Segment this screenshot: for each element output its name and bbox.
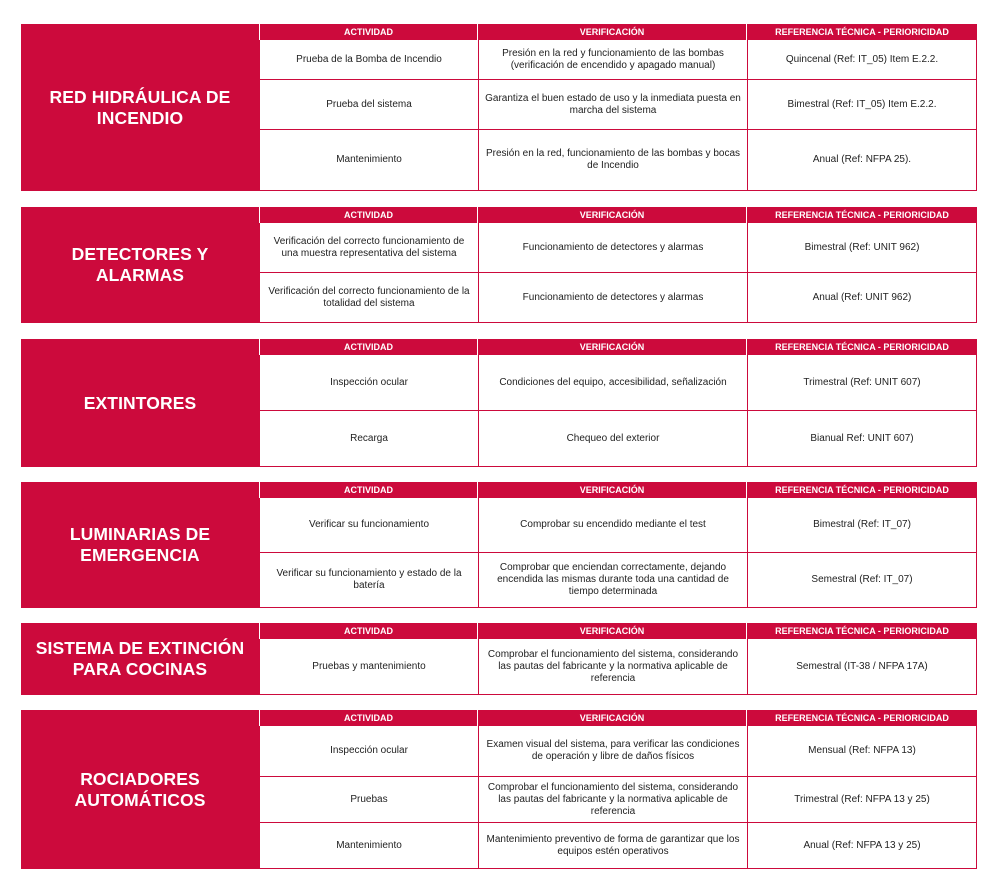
cell-actividad: Verificar su funcionamiento y estado de la batería bbox=[276, 568, 462, 591]
table-row bbox=[259, 40, 977, 80]
cell-verificacion: Comprobar su encendido mediante el test bbox=[478, 498, 747, 552]
cell-referencia: Bimestral (Ref: IT_07) bbox=[747, 498, 976, 552]
cell-actividad: Prueba de la Bomba de Incendio bbox=[296, 53, 442, 65]
header-verificacion: VERIFICACIÓN bbox=[477, 207, 746, 223]
cell-actividad: Inspección ocular bbox=[330, 745, 408, 756]
cell-actividad: Mantenimiento bbox=[336, 839, 402, 851]
header-actividad: ACTIVIDAD bbox=[259, 482, 477, 498]
cell-actividad: Inspección ocular bbox=[330, 376, 408, 388]
section-luminarias bbox=[21, 482, 977, 608]
section-extintores bbox=[21, 339, 977, 467]
section-table bbox=[259, 207, 977, 323]
table-header bbox=[259, 207, 977, 223]
cell-referencia: Bianual Ref: UNIT 607) bbox=[747, 411, 976, 466]
header-actividad: ACTIVIDAD bbox=[259, 207, 477, 223]
header-referencia: REFERENCIA TÉCNICA - PERIORICIDAD bbox=[746, 339, 977, 355]
table-row bbox=[259, 823, 977, 869]
section-table bbox=[259, 710, 977, 869]
cell-referencia: Semestral (Ref: IT_07) bbox=[747, 553, 976, 607]
header-referencia: REFERENCIA TÉCNICA - PERIORICIDAD bbox=[746, 24, 977, 40]
cell-verificacion: Condiciones del equipo, accesibilidad, señalización bbox=[478, 355, 747, 410]
cell-verificacion: Funcionamiento de detectores y alarmas bbox=[478, 223, 747, 272]
table-header bbox=[259, 339, 977, 355]
header-referencia: REFERENCIA TÉCNICA - PERIORICIDAD bbox=[746, 482, 977, 498]
table-row bbox=[259, 411, 977, 467]
header-referencia: REFERENCIA TÉCNICA - PERIORICIDAD bbox=[746, 207, 977, 223]
header-actividad: ACTIVIDAD bbox=[259, 623, 477, 639]
table-header bbox=[259, 710, 977, 726]
table-row bbox=[259, 639, 977, 695]
cell-referencia: Bimestral (Ref: UNIT 962) bbox=[747, 223, 976, 272]
section-title: EXTINTORES bbox=[21, 339, 259, 467]
cell-verificacion: Chequeo del exterior bbox=[478, 411, 747, 466]
table-header bbox=[259, 482, 977, 498]
table-header bbox=[259, 24, 977, 40]
section-title: DETECTORES Y ALARMAS bbox=[21, 207, 259, 323]
table-row bbox=[259, 130, 977, 191]
cell-referencia: Anual (Ref: NFPA 13 y 25) bbox=[747, 823, 976, 868]
cell-verificacion: Garantiza el buen estado de uso y la inmediata puesta en marcha del sistema bbox=[478, 80, 747, 129]
header-verificacion: VERIFICACIÓN bbox=[477, 623, 746, 639]
cell-verificacion: Comprobar el funcionamiento del sistema, considerando las pautas del fabricante y la normativa aplicable de referencia bbox=[478, 777, 747, 822]
cell-verificacion: Presión en la red y funcionamiento de las bombas (verificación de encendido y apagado manual) bbox=[478, 40, 747, 79]
header-verificacion: VERIFICACIÓN bbox=[477, 24, 746, 40]
header-actividad: ACTIVIDAD bbox=[259, 24, 477, 40]
header-verificacion: VERIFICACIÓN bbox=[477, 710, 746, 726]
section-table bbox=[259, 623, 977, 695]
cell-actividad: Verificar su funcionamiento bbox=[308, 519, 430, 530]
cell-referencia: Anual (Ref: NFPA 25). bbox=[747, 130, 976, 190]
cell-actividad: Pruebas y mantenimiento bbox=[312, 660, 426, 672]
section-title: RED HIDRÁULICA DE INCENDIO bbox=[21, 24, 259, 191]
section-red-hidraulica bbox=[21, 24, 977, 191]
section-detectores bbox=[21, 207, 977, 323]
cell-actividad: Mantenimiento bbox=[336, 154, 402, 165]
cell-verificacion: Comprobar que enciendan correctamente, dejando encendida las mismas durante toda una cantidad de tiempo determinada bbox=[478, 553, 747, 607]
cell-referencia: Quincenal (Ref: IT_05) Item E.2.2. bbox=[747, 40, 976, 79]
section-rociadores bbox=[21, 710, 977, 869]
section-title: LUMINARIAS DE EMERGENCIA bbox=[21, 482, 259, 608]
table-header bbox=[259, 623, 977, 639]
header-actividad: ACTIVIDAD bbox=[259, 710, 477, 726]
cell-referencia: Trimestral (Ref: UNIT 607) bbox=[747, 355, 976, 410]
cell-verificacion: Comprobar el funcionamiento del sistema, considerando las pautas del fabricante y la normativa aplicable de referencia bbox=[478, 639, 747, 694]
table-row bbox=[259, 726, 977, 777]
cell-referencia: Anual (Ref: UNIT 962) bbox=[747, 273, 976, 322]
table-row bbox=[259, 355, 977, 411]
cell-referencia: Bimestral (Ref: IT_05) Item E.2.2. bbox=[747, 80, 976, 129]
header-actividad: ACTIVIDAD bbox=[259, 339, 477, 355]
section-title: SISTEMA DE EXTINCIÓN PARA COCINAS bbox=[21, 623, 259, 695]
cell-actividad: Recarga bbox=[350, 432, 388, 444]
section-cocinas bbox=[21, 623, 977, 695]
header-verificacion: VERIFICACIÓN bbox=[477, 482, 746, 498]
table-row bbox=[259, 80, 977, 130]
table-row bbox=[259, 273, 977, 323]
table-row bbox=[259, 498, 977, 553]
cell-verificacion: Examen visual del sistema, para verificar las condiciones de operación y libre de daños físicos bbox=[478, 726, 747, 776]
header-verificacion: VERIFICACIÓN bbox=[477, 339, 746, 355]
cell-actividad: Prueba del sistema bbox=[326, 98, 412, 110]
cell-verificacion: Funcionamiento de detectores y alarmas bbox=[478, 273, 747, 322]
section-title: ROCIADORES AUTOMÁTICOS bbox=[21, 710, 259, 869]
table-row bbox=[259, 223, 977, 273]
cell-actividad: Verificación del correcto funcionamiento de una muestra representativa del sistema bbox=[273, 235, 465, 259]
table-row bbox=[259, 553, 977, 608]
cell-actividad: Verificación del correcto funcionamiento de la totalidad del sistema bbox=[268, 285, 470, 309]
cell-verificacion: Presión en la red, funcionamiento de las bombas y bocas de Incendio bbox=[478, 130, 747, 190]
section-table bbox=[259, 482, 977, 608]
cell-verificacion: Mantenimiento preventivo de forma de garantizar que los equipos estén operativos bbox=[478, 823, 747, 868]
section-table bbox=[259, 339, 977, 467]
cell-referencia: Trimestral (Ref: NFPA 13 y 25) bbox=[747, 777, 976, 822]
cell-referencia: Semestral (IT-38 / NFPA 17A) bbox=[747, 639, 976, 694]
header-referencia: REFERENCIA TÉCNICA - PERIORICIDAD bbox=[746, 623, 977, 639]
table-row bbox=[259, 777, 977, 823]
section-table bbox=[259, 24, 977, 191]
header-referencia: REFERENCIA TÉCNICA - PERIORICIDAD bbox=[746, 710, 977, 726]
cell-referencia: Mensual (Ref: NFPA 13) bbox=[747, 726, 976, 776]
cell-actividad: Pruebas bbox=[350, 793, 388, 805]
